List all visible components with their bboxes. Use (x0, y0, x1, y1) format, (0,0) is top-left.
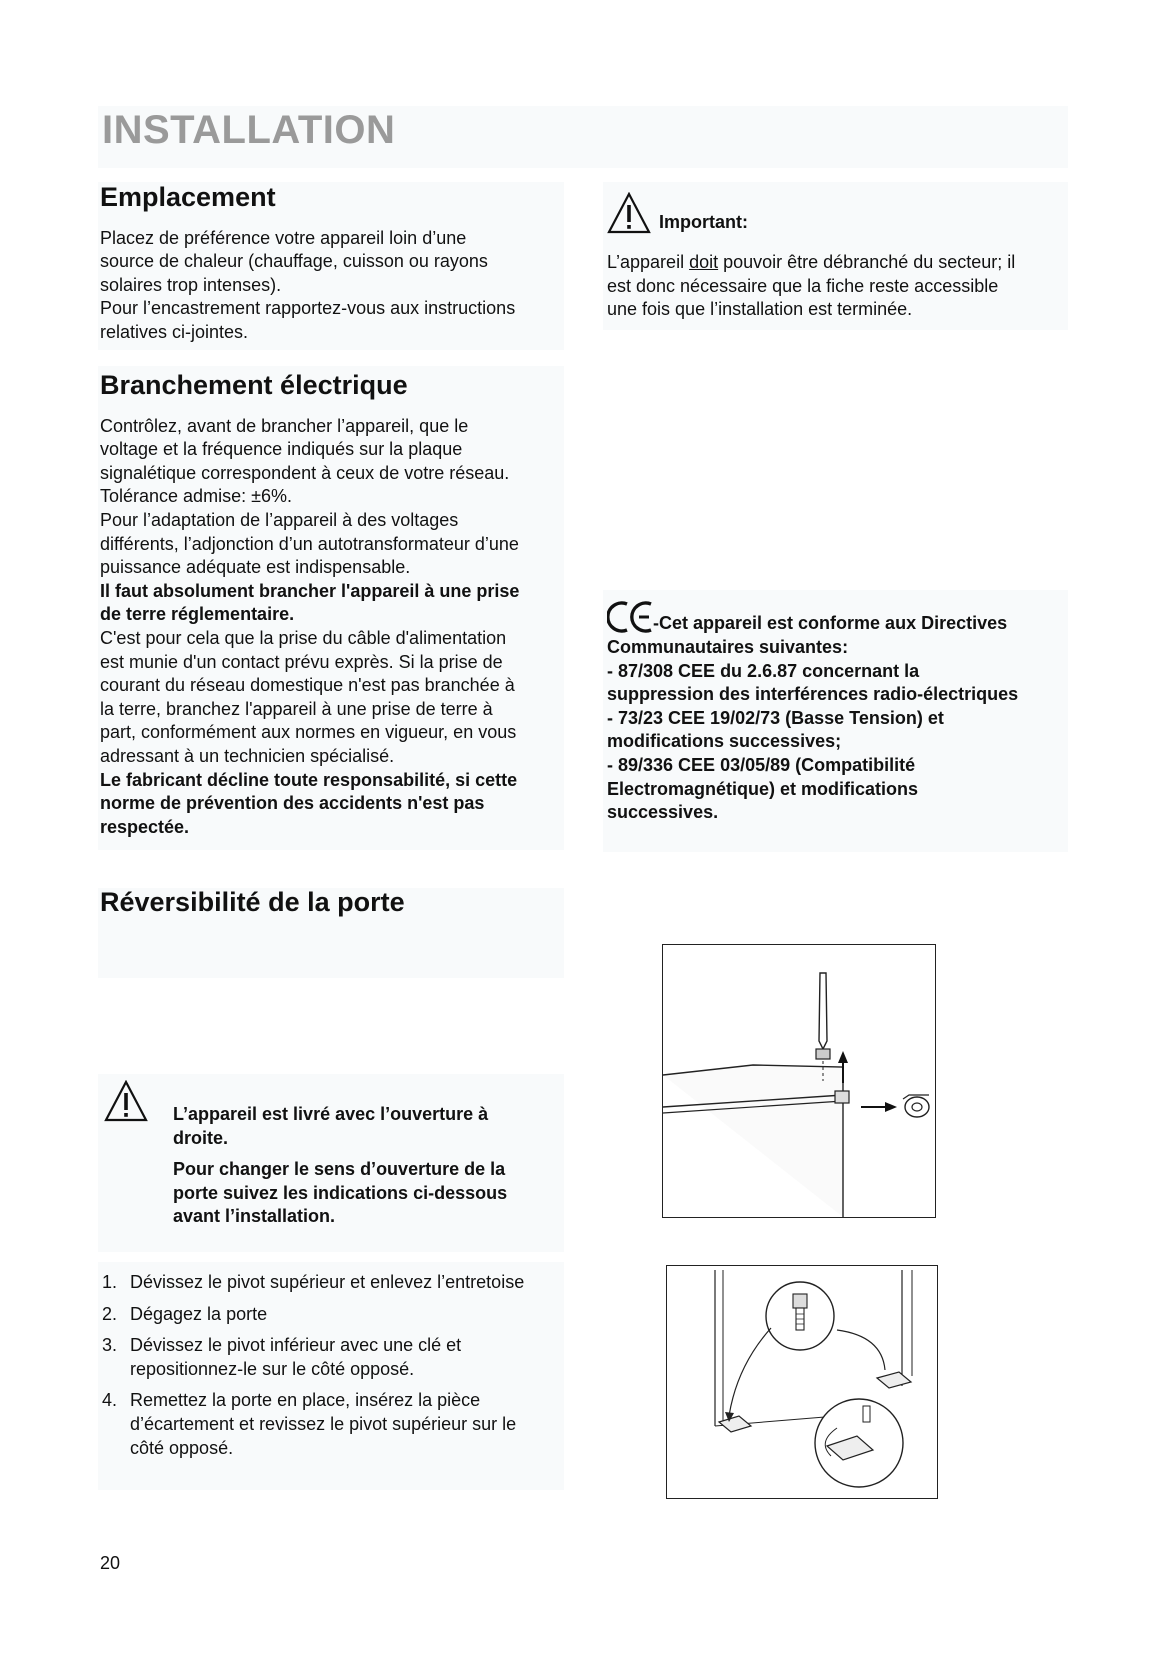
bottom-hinge-illustration (666, 1265, 938, 1499)
text-line: solaires trop intenses). (100, 274, 282, 295)
emplacement-text (100, 227, 560, 345)
step-text: Remettez la porte en place, insérez la pièce (130, 1390, 481, 1411)
important-line-2: est donc nécessaire que la fiche reste accessible (607, 275, 999, 296)
warning-line: Pour changer le sens d’ouverture de la (173, 1159, 506, 1180)
bold-line: norme de prévention des accidents n'est pas (100, 793, 485, 814)
ce-line: modifications successives; (607, 731, 842, 752)
ce-line: Electromagnétique) et modifications (607, 778, 919, 799)
step-text: Dévissez le pivot inférieur avec une clé et (130, 1335, 462, 1356)
bold-line: respectée. (100, 816, 190, 837)
page-title: INSTALLATION (102, 108, 396, 152)
ce-line: successives. (607, 802, 719, 823)
list-item (102, 1303, 562, 1327)
step-number: 3. (102, 1335, 118, 1356)
list-item (102, 1334, 562, 1381)
text-line: Contrôlez, avant de brancher l’appareil, que le (100, 415, 469, 436)
branchement-block (100, 371, 560, 839)
ce-line: - 87/308 CEE du 2.6.87 concernant la (607, 660, 920, 681)
step-text: d’écartement et revissez le pivot supérieur sur le (130, 1413, 517, 1434)
ce-line: -Cet appareil est conforme aux Directives (653, 613, 1008, 634)
text-line: relatives ci-jointes. (100, 322, 249, 343)
bold-line: Il faut absolument brancher l'appareil à une prise (100, 580, 520, 601)
text-line: différents, l’adjonction d’un autotransformateur d’une (100, 533, 519, 554)
text-line: Pour l’encastrement rapportez-vous aux instructions (100, 298, 516, 319)
ce-block (607, 600, 1067, 825)
list-item (102, 1271, 562, 1295)
ce-mark-icon (607, 600, 655, 636)
text-line: est munie d'un contact prévu exprès. Si la prise de (100, 651, 503, 672)
ce-line: suppression des interférences radio-électriques (607, 684, 1019, 705)
important-block (607, 192, 1067, 322)
step-number: 1. (102, 1272, 118, 1292)
step-number: 2. (102, 1303, 118, 1324)
emplacement-heading: Emplacement (100, 182, 276, 212)
bold-line: de terre réglementaire. (100, 604, 295, 625)
warning-triangle-icon (607, 192, 651, 239)
important-line-1 (607, 251, 1067, 275)
warning-line: avant l’installation. (173, 1206, 336, 1227)
text-line: Placez de préférence votre appareil loin d’une (100, 227, 467, 248)
bottom-hinge-drawing (667, 1266, 937, 1498)
hinge-removal-illustration (662, 944, 936, 1218)
top-hinge-drawing (663, 945, 935, 1217)
warning-line: L’appareil est livré avec l’ouverture à (173, 1104, 489, 1124)
important-line-3: une fois que l’installation est terminée. (607, 299, 913, 320)
text-line: signalétique correspondent à ceux de votre réseau. (100, 462, 510, 483)
warning-triangle-icon (104, 1109, 148, 1126)
list-item (102, 1389, 562, 1460)
step-text: repositionnez-le sur le côté opposé. (130, 1358, 415, 1379)
text-span: L’appareil (607, 252, 690, 272)
emplacement-block (100, 183, 560, 345)
branchement-heading: Branchement électrique (100, 370, 408, 400)
text-line: puissance adéquate est indispensable. (100, 557, 411, 578)
step-number: 4. (102, 1390, 118, 1411)
reversibilite-heading: Réversibilité de la porte (100, 887, 405, 917)
text-line: part, conformément aux normes en vigueur, en vous (100, 722, 517, 743)
ce-line: Communautaires suivantes: (607, 637, 849, 657)
text-line: la terre, branchez l'appareil à une prise de terre à (100, 698, 493, 719)
text-line: Tolérance admise: ±6%. (100, 486, 292, 507)
steps-block (102, 1271, 562, 1468)
text-line: adressant à un technicien spécialisé. (100, 746, 395, 766)
text-span: pouvoir être débranché du secteur; il (718, 252, 1016, 272)
step-text: Dégagez la porte (130, 1303, 268, 1324)
text-line: Pour l’adaptation de l’appareil à des voltages (100, 510, 459, 531)
bold-line: Le fabricant décline toute responsabilité, si cette (100, 769, 518, 790)
reversibilite-block (100, 888, 560, 918)
text-line: source de chaleur (chauffage, cuisson ou rayons (100, 251, 488, 272)
page-number: 20 (100, 1553, 121, 1573)
text-line: courant du réseau domestique n'est pas branchée à (100, 675, 515, 696)
warning-line: droite. (173, 1127, 229, 1148)
text-line: C'est pour cela que la prise du câble d'alimentation (100, 628, 507, 649)
text-line: voltage et la fréquence indiqués sur la plaque (100, 439, 463, 460)
underlined-word: doit (689, 252, 719, 272)
ce-line: - 73/23 CEE 19/02/73 (Basse Tension) et (607, 707, 944, 728)
step-text: côté opposé. (130, 1437, 234, 1458)
warning-line: porte suivez les indications ci-dessous (173, 1182, 508, 1203)
door-warning-icon-wrap (104, 1080, 148, 1127)
important-label: Important: (659, 212, 748, 233)
steps-list (102, 1271, 562, 1460)
step-text: Dévissez le pivot supérieur et enlevez l’entretoise (130, 1272, 525, 1292)
door-warning-text (173, 1103, 563, 1229)
ce-line: - 89/336 CEE 03/05/89 (Compatibilité (607, 754, 916, 775)
